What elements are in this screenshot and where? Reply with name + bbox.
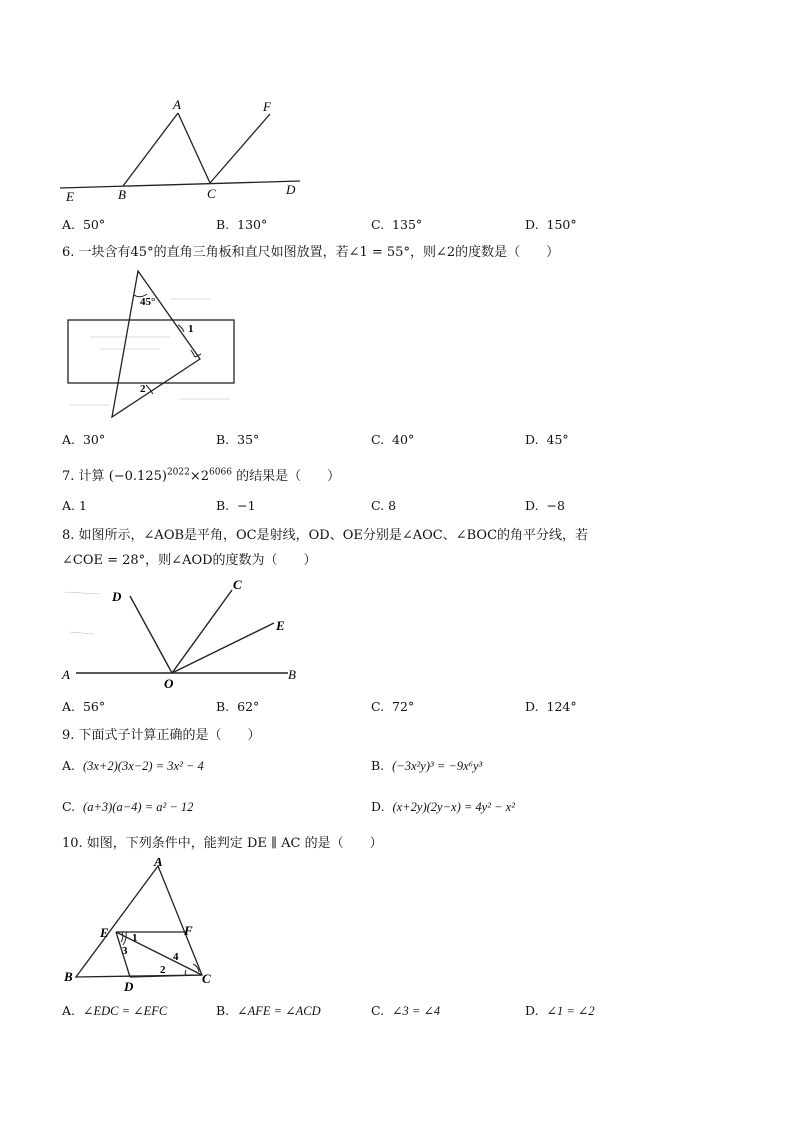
q7-exp1: 2022: [166, 467, 190, 478]
label-D: D: [286, 182, 296, 197]
q6-stem: 6. 一块含有45°的直角三角板和直尺如图放置，若∠1 = 55°，则∠2的度数是（ ）: [62, 245, 560, 260]
label-A: A: [154, 858, 163, 869]
label-B: B: [288, 667, 296, 682]
q7-stem: [62, 465, 340, 484]
q8-option-c[interactable]: C. 72°: [371, 699, 415, 714]
q10-option-c[interactable]: C. ∠3 = ∠4: [371, 1003, 441, 1018]
label-B: B: [118, 187, 126, 202]
label-E: E: [276, 618, 285, 633]
q8-option-a[interactable]: A. 56°: [62, 699, 106, 714]
label-A: A: [173, 97, 181, 112]
figure-q8: [60, 572, 310, 692]
q9-stem: 9. 下面式子计算正确的是（ ）: [62, 728, 261, 743]
q7-base: (−0.125): [108, 469, 167, 484]
angle-1-label: 1: [132, 932, 138, 944]
q5-option-b[interactable]: B. 130°: [216, 217, 268, 232]
q10-stem: 10. 如图，下列条件中，能判定 DE ∥ AC 的是（ ）: [62, 836, 383, 851]
label-A: A: [62, 667, 70, 682]
q9-option-a[interactable]: A. (3x+2)(3x−2) = 3x² − 4: [62, 758, 204, 773]
label-C: C: [207, 186, 216, 201]
label-D: D: [112, 589, 122, 604]
angle-3-label: 3: [122, 945, 128, 957]
label-O: O: [164, 676, 174, 691]
q6-option-b[interactable]: B. 35°: [216, 432, 260, 447]
label-F: F: [263, 99, 271, 114]
label-C: C: [202, 971, 211, 986]
label-B: B: [64, 969, 73, 984]
q7-times: ×2: [189, 469, 210, 484]
q7-option-a[interactable]: A. 1: [62, 498, 87, 513]
q9-option-c[interactable]: C. (a+3)(a−4) = a² − 12: [62, 799, 194, 814]
label-E: E: [100, 925, 109, 940]
q7-exp2: 6066: [209, 467, 232, 478]
q7-stem-prefix: 7. 计算: [62, 469, 105, 484]
q8-option-d[interactable]: D. 124°: [525, 699, 577, 714]
q9-option-d[interactable]: D. (x+2y)(2y−x) = 4y² − x²: [371, 799, 515, 814]
q8-option-b[interactable]: B. 62°: [216, 699, 260, 714]
figure-q6: [60, 265, 250, 425]
figure-q10: [60, 858, 220, 993]
q10-option-d[interactable]: D. ∠1 = ∠2: [525, 1003, 595, 1018]
q8-stem-line1: 8. 如图所示，∠AOB是平角，OC是射线，OD、OE分别是∠AOC、∠BOC的角平分线，若: [62, 528, 589, 543]
angle-4-label: 4: [173, 951, 179, 963]
q10-option-b[interactable]: B. ∠AFE = ∠ACD: [216, 1003, 321, 1018]
q6-option-c[interactable]: C. 40°: [371, 432, 415, 447]
q7-option-d[interactable]: D. −8: [525, 498, 565, 513]
q8-stem-line2: ∠COE = 28°，则∠AOD的度数为（ ）: [62, 553, 317, 568]
label-F: F: [184, 923, 193, 938]
q6-option-d[interactable]: D. 45°: [525, 432, 569, 447]
label-C: C: [233, 577, 242, 592]
angle-2-label: 2: [160, 964, 166, 976]
label-D: D: [124, 979, 134, 993]
q9-option-b[interactable]: B. (−3x²y)³ = −9x⁶y³: [371, 758, 483, 773]
q7-option-c[interactable]: C. 8: [371, 498, 397, 513]
label-E: E: [66, 189, 74, 204]
q5-option-c[interactable]: C. 135°: [371, 217, 423, 232]
angle-45-label: 45°: [140, 296, 156, 308]
angle-1-label: 1: [188, 323, 194, 335]
q7-option-b[interactable]: B. −1: [216, 498, 256, 513]
q7-stem-suffix: 的结果是（ ）: [236, 469, 341, 484]
q5-option-d[interactable]: D. 150°: [525, 217, 577, 232]
q5-option-a[interactable]: A. 50°: [62, 217, 106, 232]
angle-2-label: 2: [140, 383, 146, 395]
q10-option-a[interactable]: A. ∠EDC = ∠EFC: [62, 1003, 168, 1018]
figure-q5: [60, 95, 310, 207]
q6-option-a[interactable]: A. 30°: [62, 432, 106, 447]
